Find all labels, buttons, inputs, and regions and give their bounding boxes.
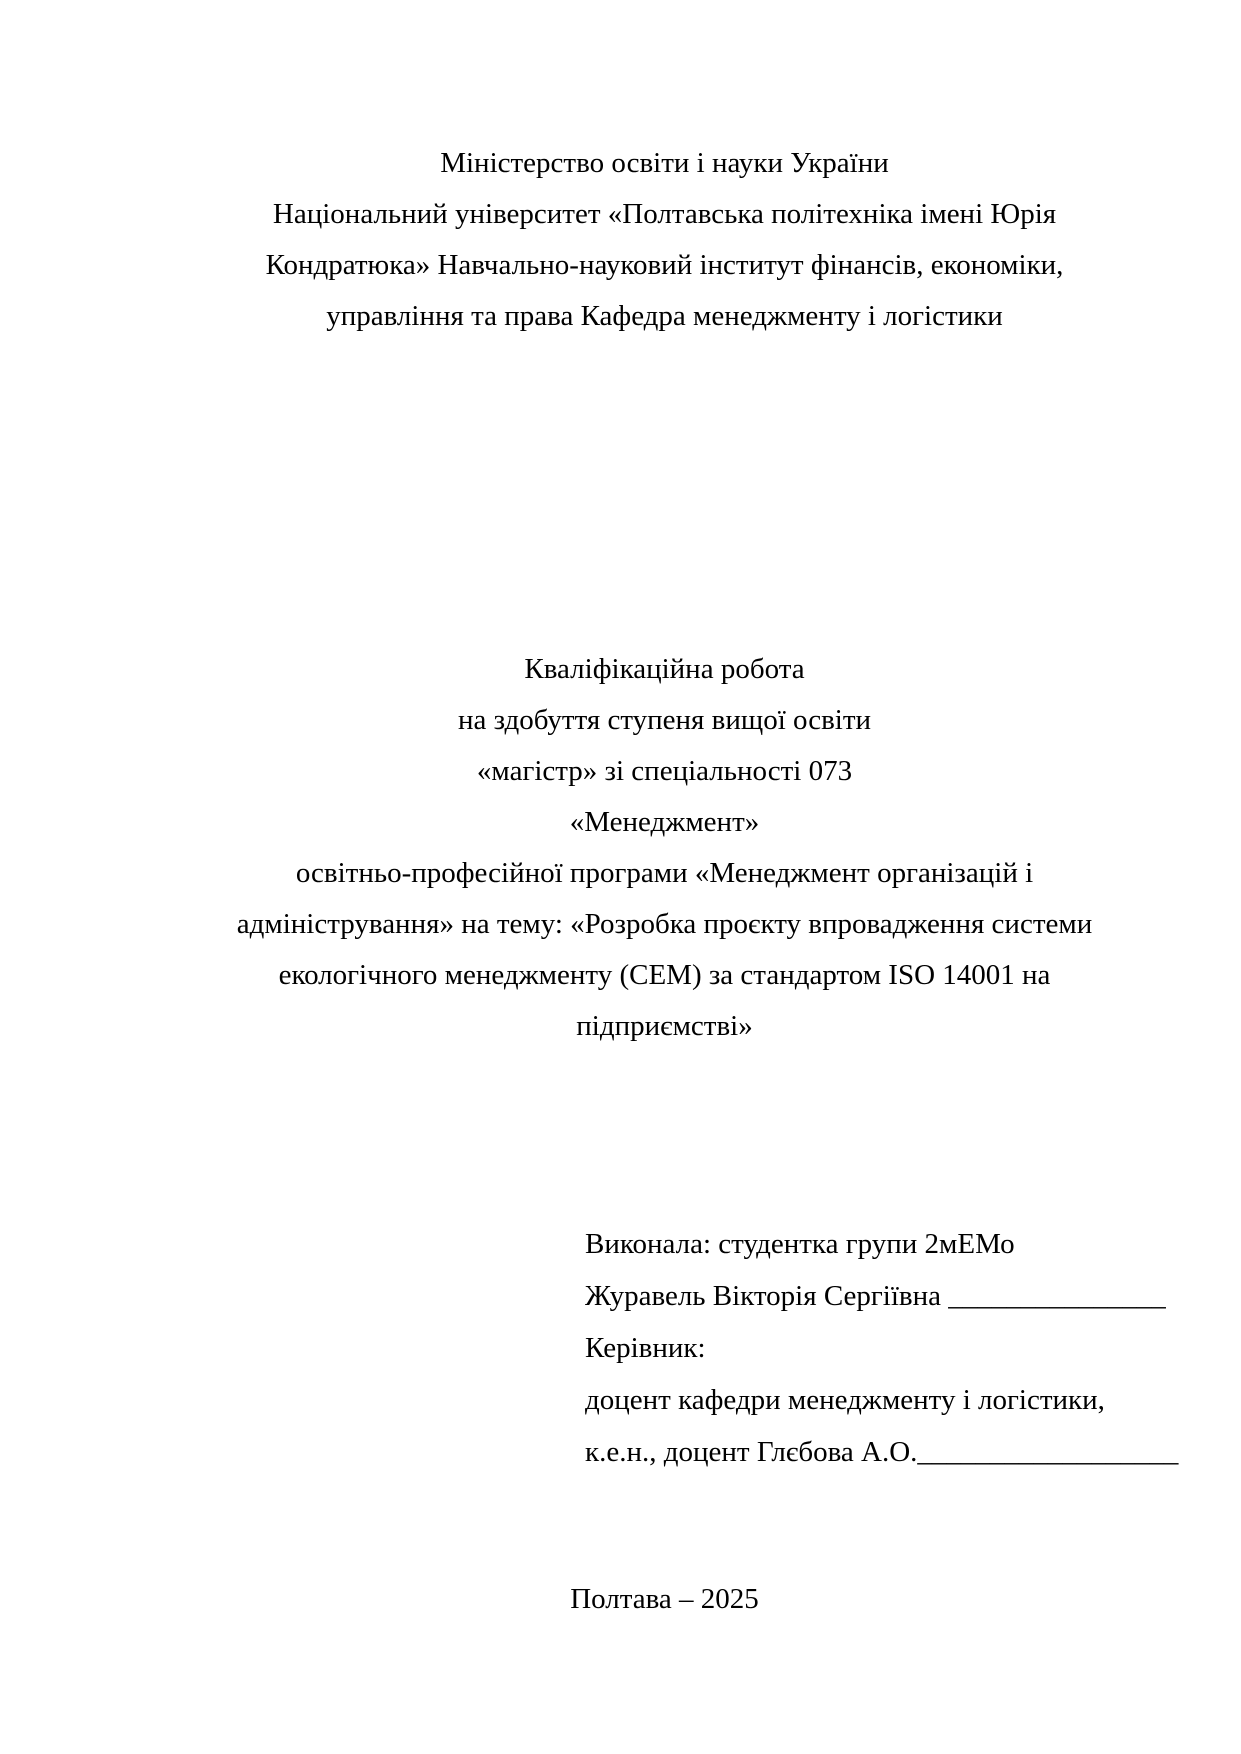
header-line: Міністерство освіти і науки України — [440, 147, 889, 179]
student-line: Виконала: студентка групи 2мЕМо — [585, 1228, 1015, 1260]
header-line: управління та права Кафедра менеджменту і логістики — [326, 300, 1003, 332]
title-line: Кваліфікаційна робота — [524, 653, 805, 685]
title-line: освітньо-професійної програми «Менеджмент організацій і — [295, 857, 1034, 889]
title-line: адміністрування» на тему: «Розробка проєкту впровадження системи — [236, 908, 1093, 940]
header-line: Національний університет «Полтавська політехніка імені Юрія — [272, 198, 1057, 230]
supervisor-position-line: доцент кафедри менеджменту і логістики, — [585, 1384, 1105, 1416]
title-line: екологічного менеджменту (СЕМ) за стандартом ISO 14001 на — [278, 959, 1051, 991]
footer-text: Полтава – 2025 — [570, 1583, 759, 1615]
supervisor-name-signature-line: к.е.н., доцент Глєбова А.О.__________________ — [585, 1436, 1179, 1468]
university-header — [177, 138, 1152, 342]
city-year-footer — [177, 1574, 1152, 1625]
student-name-signature-line: Журавель Вікторія Сергіївна _______________ — [585, 1280, 1166, 1312]
title-line: підприємстві» — [576, 1010, 753, 1042]
title-line: «Менеджмент» — [569, 806, 760, 838]
supervisor-label-line: Керівник: — [585, 1332, 706, 1364]
author-supervisor-block — [585, 1218, 1178, 1478]
title-line: «магістр» зі спеціальності 073 — [476, 755, 853, 787]
thesis-title-block — [177, 644, 1152, 1052]
header-line: Кондратюка» Навчально-науковий інститут фінансів, економіки, — [265, 249, 1064, 281]
title-line: на здобуття ступеня вищої освіти — [457, 704, 872, 736]
